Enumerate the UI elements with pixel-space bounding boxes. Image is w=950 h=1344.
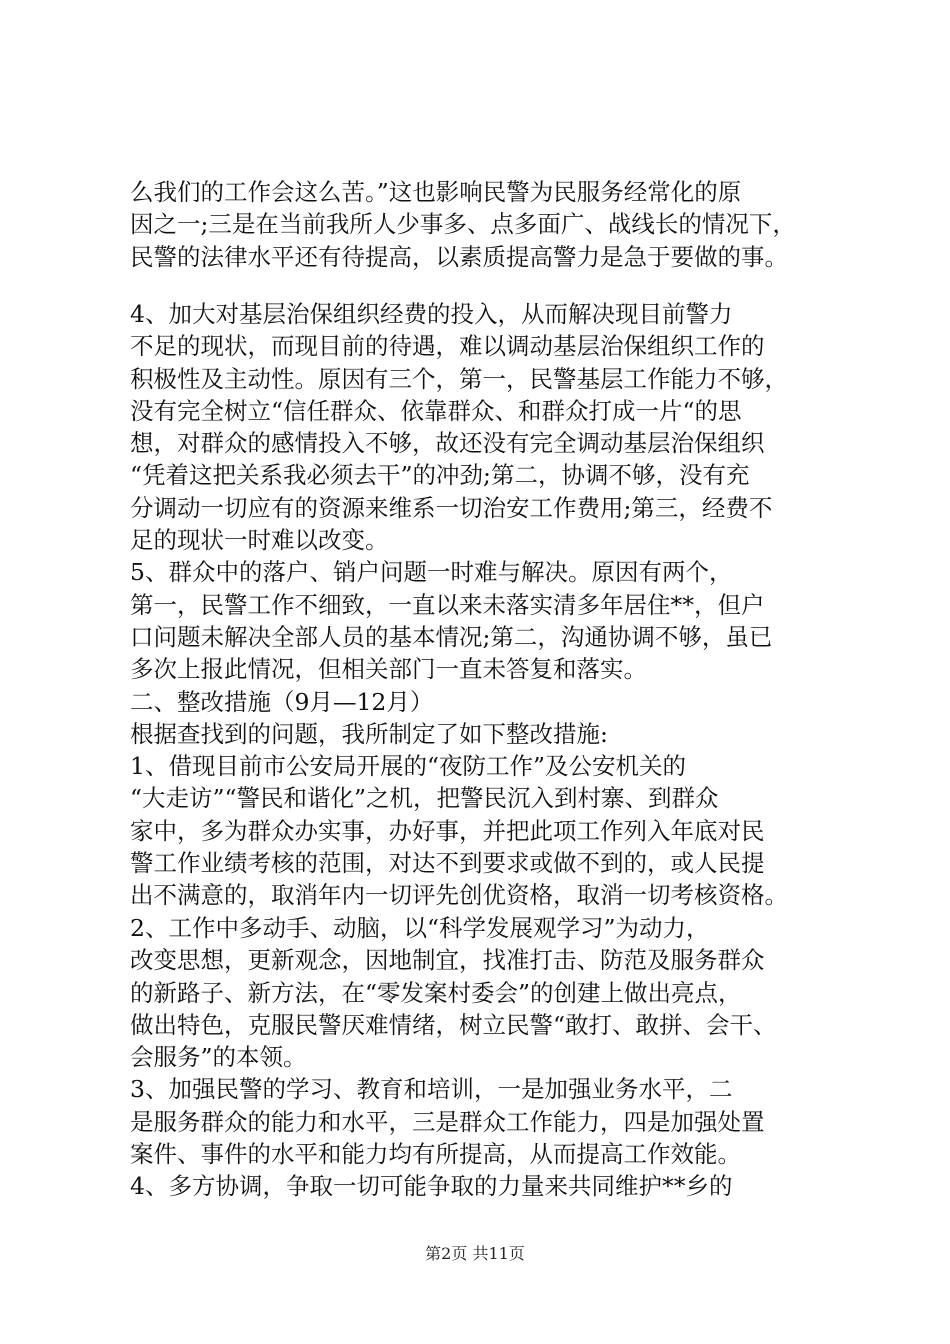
page-number-footer: 第2页 共11页 — [425, 1244, 525, 1263]
paragraph-block-1 — [130, 176, 830, 273]
text-line: 案件、事件的水平和能力均有所提高，从而提高工作效能。 — [130, 1140, 741, 1169]
text-line: 家中，多为群众办实事，办好事，并把此项工作列入年底对民 — [130, 816, 765, 845]
text-line: 根据查找到的问题，我所制定了如下整改措施: — [130, 719, 608, 748]
text-line: 第一，民警工作不细致，一直以来未落实清多年居住**，但户 — [130, 590, 765, 619]
text-line: 4、多方协调，争取一切可能争取的力量来共同维护**乡的 — [130, 1172, 733, 1201]
text-line: 想，对群众的感情投入不够，故还没有完全调动基层治保组织 — [130, 429, 765, 458]
text-line: 不足的现状，而现目前的待遇，难以调动基层治保组织工作的 — [130, 332, 765, 361]
text-line: 做出特色，克服民警厌难情绪，树立民警“敢打、敢拼、会干、 — [130, 1010, 777, 1039]
text-line: 1、借现目前市公安局开展的“夜防工作”及公安机关的 — [130, 752, 686, 781]
text-line: 4、加大对基层治保组织经费的投入，从而解决现目前警力 — [130, 300, 733, 328]
text-line: 5、群众中的落户、销户问题一时难与解决。原因有两个， — [130, 558, 733, 587]
text-line: 出不满意的，取消年内一切评先创优资格，取消一切考核资格。 — [130, 881, 788, 910]
text-line: 2、工作中多动手、动脑，以“科学发展观学习”为动力， — [130, 914, 710, 942]
text-line: 的新路子、新方法，在“零发案村委会”的创建上做出亮点， — [130, 978, 742, 1007]
text-line: 口问题未解决全部人员的基本情况;第二，沟通协调不够，虽已 — [130, 622, 773, 651]
text-line: 改变思想，更新观念，因地制宜，找准打击、防范及服务群众 — [130, 946, 765, 975]
text-line: 积极性及主动性。原因有三个，第一，民警基层工作能力不够， — [130, 364, 788, 393]
section-heading: 二、整改措施（9月—12月） — [130, 687, 434, 716]
paragraph-block-2 — [130, 298, 830, 912]
text-line: 么我们的工作会这么苦。”这也影响民警为民服务经常化的原 — [130, 178, 742, 206]
text-line: 民警的法律水平还有待提高，以素质提高警力是急于要做的事。 — [130, 242, 788, 271]
text-line: 3、加强民警的学习、教育和培训，一是加强业务水平，二 — [130, 1075, 733, 1104]
text-line: 没有完全树立“信任群众、依靠群众、和群众打成一片“的思 — [130, 396, 742, 425]
paragraph-block-3 — [130, 912, 830, 1203]
text-line: 是服务群众的能力和水平，三是群众工作能力，四是加强处置 — [130, 1107, 765, 1136]
text-line: 警工作业绩考核的范围，对达不到要求或做不到的，或人民提 — [130, 849, 765, 878]
text-line: 多次上报此情况，但相关部门一直未答复和落实。 — [130, 655, 647, 684]
text-line: “大走访”“警民和谐化”之机，把警民沉入到村寨、到群众 — [130, 784, 719, 813]
text-line: 会服务”的本领。 — [130, 1043, 307, 1072]
text-line: 足的现状一时难以改变。 — [130, 526, 389, 555]
text-line: 分调动一切应有的资源来维系一切治安工作费用;第三，经费不 — [130, 493, 773, 522]
text-line: 因之一;三是在当前我所人少事多、点多面广、战线长的情况下， — [130, 210, 796, 239]
text-line: “凭着这把关系我必须去干”的冲劲;第二，协调不够，没有充 — [130, 461, 750, 490]
